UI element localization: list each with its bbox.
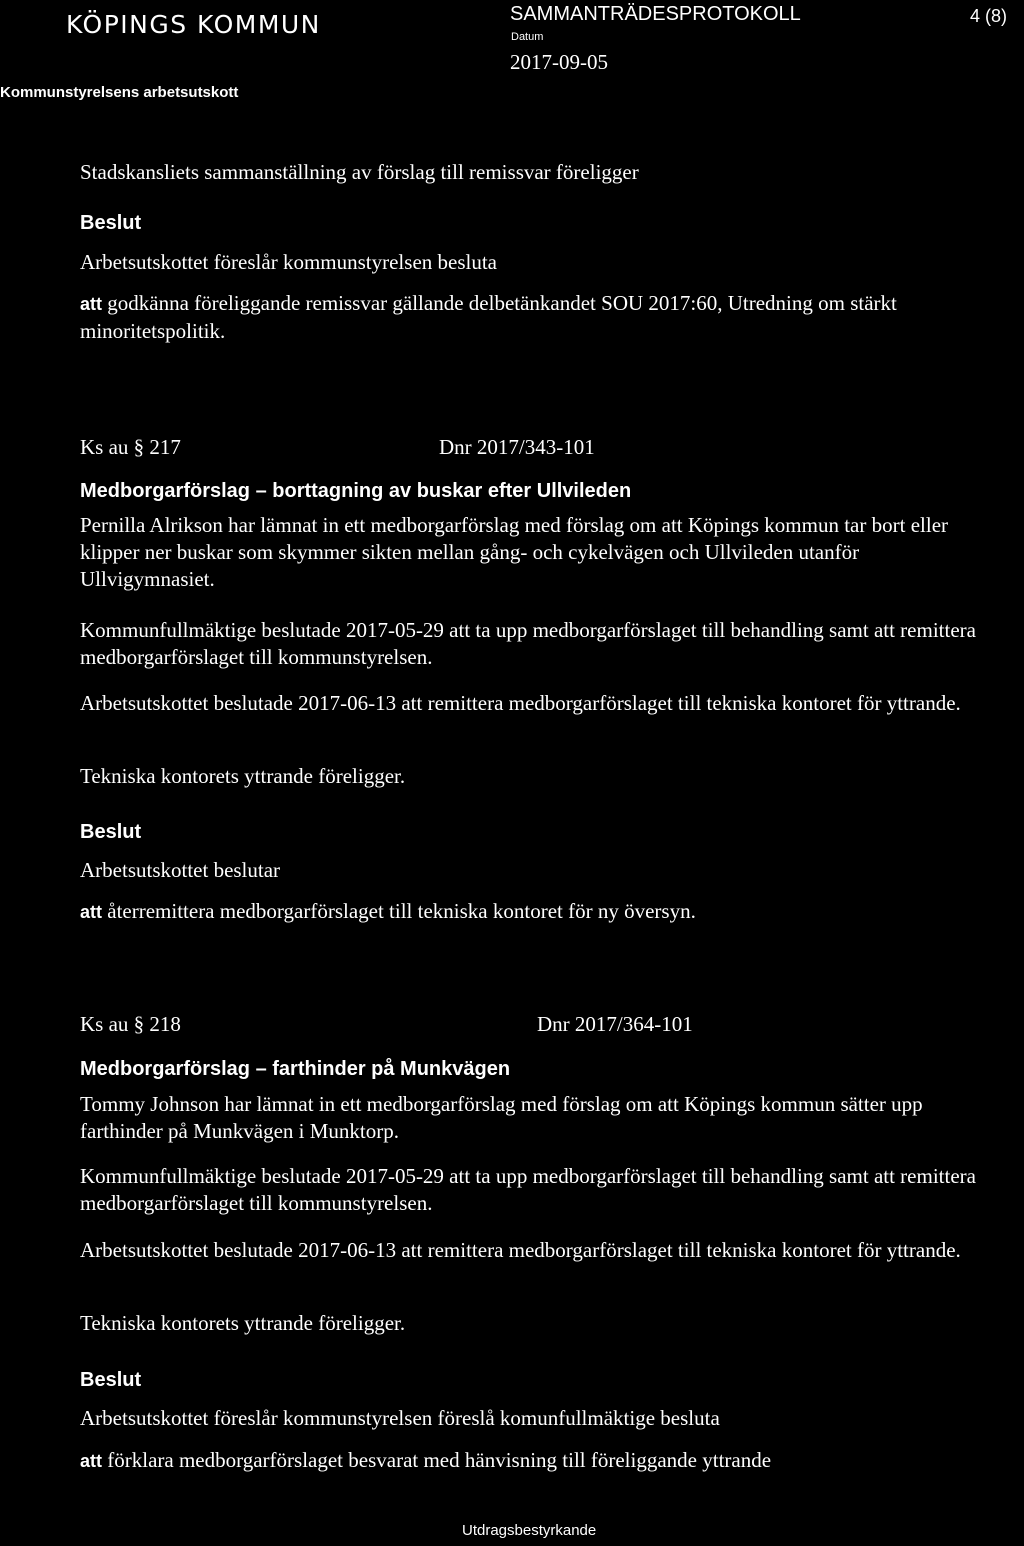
att-text: godkänna föreliggande remissvar gällande delbetänkandet SOU 2017:60, Utredning om stärkt minoritetspolitik. — [80, 291, 897, 343]
ks-ref: Ks au § 218 — [80, 1012, 181, 1036]
att-text: återremittera medborgarförslaget till tekniska kontoret för ny översyn. — [107, 899, 696, 923]
intro-att-clause — [80, 290, 995, 345]
section-paragraph: Kommunfullmäktige beslutade 2017-05-29 att ta upp medborgarförslaget till behandling samt att remittera medborgarförslaget till kommunstyrelsen. — [80, 1164, 976, 1215]
section-title: Medborgarförslag – farthinder på Munkvägen — [80, 1058, 511, 1080]
att-keyword: att — [80, 902, 102, 922]
att-text: förklara medborgarförslaget besvarat med hänvisning till föreliggande yttrande — [107, 1448, 772, 1472]
dnr: Dnr 2017/364-101 — [537, 1012, 693, 1036]
section-paragraph: Tommy Johnson har lämnat in ett medborgarförslag med förslag om att Köpings kommun sätter upp farthinder på Munkvägen i Munktorp. — [80, 1092, 923, 1143]
footer-label: Utdragsbestyrkande — [462, 1522, 597, 1539]
section-beslut-text: Arbetsutskottet beslutar — [80, 858, 281, 882]
page-number: 4 (8) — [970, 6, 1008, 26]
section-paragraph: Tekniska kontorets yttrande föreligger. — [80, 764, 406, 788]
section-paragraph: Arbetsutskottet beslutade 2017-06-13 att remittera medborgarförslaget till tekniska kontoret för yttrande. — [80, 1238, 961, 1262]
section-att-clause — [80, 1447, 995, 1475]
document-type: SAMMANTRÄDESPROTOKOLL — [510, 3, 801, 25]
committee-name: Kommunstyrelsens arbetsutskott — [0, 84, 239, 101]
dnr: Dnr 2017/343-101 — [439, 435, 595, 459]
section-paragraph: Arbetsutskottet beslutade 2017-06-13 att remittera medborgarförslaget till tekniska kontoret för yttrande. — [80, 691, 961, 715]
intro-text: Stadskansliets sammanställning av förslag till remissvar föreligger — [80, 160, 639, 184]
att-keyword: att — [80, 1451, 102, 1471]
section-beslut-heading: Beslut — [80, 821, 142, 843]
ks-ref: Ks au § 217 — [80, 435, 181, 459]
date-value: 2017-09-05 — [510, 50, 608, 74]
section-paragraph: Pernilla Alrikson har lämnat in ett medborgarförslag med förslag om att Köpings kommun tar bort eller klipper ner buskar som skymmer sikten mellan gång- och cykelvägen och Ullvileden utanför Ullvigymnasiet. — [80, 513, 949, 591]
section-att-clause — [80, 898, 995, 926]
section-title: Medborgarförslag – borttagning av buskar efter Ullvileden — [80, 480, 632, 502]
section-beslut-heading: Beslut — [80, 1369, 142, 1391]
organization-name: KÖPINGS KOMMUN — [66, 10, 321, 39]
date-label: Datum — [511, 31, 544, 43]
att-keyword: att — [80, 294, 102, 314]
section-paragraph: Tekniska kontorets yttrande föreligger. — [80, 1311, 406, 1335]
section-paragraph: Kommunfullmäktige beslutade 2017-05-29 att ta upp medborgarförslaget till behandling samt att remittera medborgarförslaget till kommunstyrelsen. — [80, 618, 976, 669]
intro-beslut-heading: Beslut — [80, 212, 142, 234]
section-beslut-text: Arbetsutskottet föreslår kommunstyrelsen föreslå komunfullmäktige besluta — [80, 1406, 720, 1430]
intro-beslut-text: Arbetsutskottet föreslår kommunstyrelsen besluta — [80, 250, 497, 274]
